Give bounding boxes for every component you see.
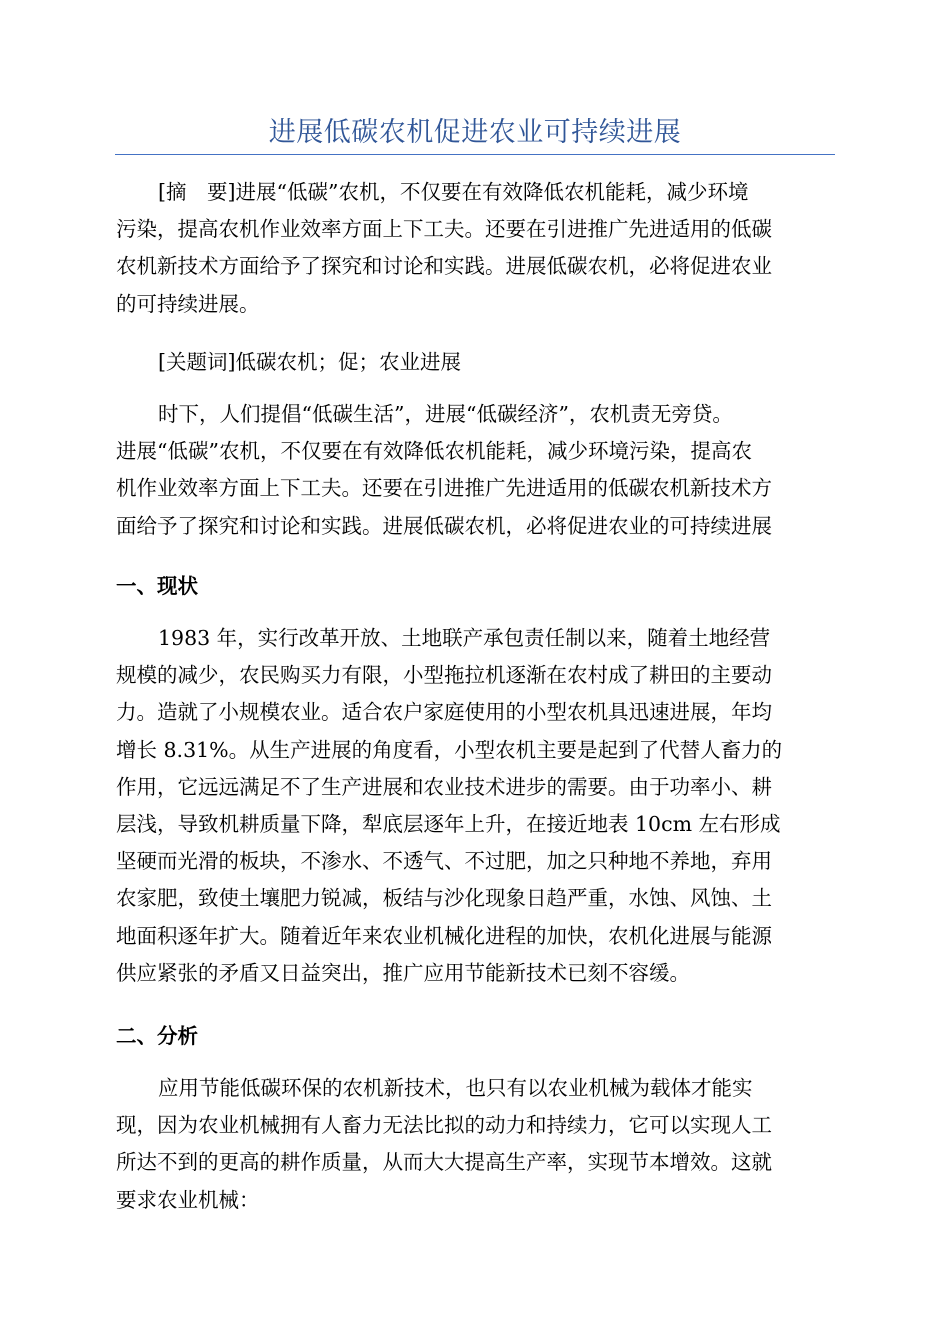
section2-line: 所达不到的更高的耕作质量，从而大大提高生产率，实现节本增效。这就 (116, 1150, 772, 1175)
keywords-paragraph (116, 344, 834, 381)
intro-line: 机作业效率方面上下工夫。还要在引进推广先进适用的低碳农机新技术方 (116, 476, 772, 501)
section1-line: 坚硬而光滑的板块，不渗水、不透气、不过肥，加之只种地不养地，弃用 (116, 849, 772, 874)
section1-line: 作用，它远远满足不了生产进展和农业技术进步的需要。由于功率小、耕 (116, 774, 772, 799)
intro-paragraph (116, 396, 834, 545)
intro-line: 进展“低碳”农机，不仅要在有效降低农机能耗，减少环境污染，提高农 (116, 439, 752, 464)
abstract-line: [摘 要]进展“低碳”农机，不仅要在有效降低农机能耗，减少环境 (158, 180, 749, 204)
section2-line: 现，因为农业机械拥有人畜力无法比拟的动力和持续力，它可以实现人工 (116, 1113, 772, 1138)
title-underline (115, 154, 835, 155)
section1-line: 供应紧张的矛盾又日益突出，推广应用节能新技术已刻不容缓。 (116, 960, 690, 985)
keywords-line: [关题词]低碳农机；促；农业进展 (158, 350, 461, 374)
document-title: 进展低碳农机促进农业可持续进展 (268, 117, 682, 148)
section2-paragraph (116, 1070, 834, 1219)
abstract-paragraph (116, 174, 834, 323)
abstract-line: 农机新技术方面给予了探究和讨论和实践。进展低碳农机，必将促进农业 (116, 254, 772, 279)
abstract-line: 的可持续进展。 (116, 291, 260, 316)
section1-line: 地面积逐年扩大。随着近年来农业机械化进程的加快，农机化进展与能源 (116, 923, 772, 948)
abstract-line: 污染，提高农机作业效率方面上下工夫。还要在引进推广先进适用的低碳 (116, 217, 772, 242)
section2-line: 应用节能低碳环保的农机新技术，也只有以农业机械为载体才能实 (158, 1076, 753, 1100)
section1-line: 力。造就了小规模农业。适合农户家庭使用的小型农机具迅速进展，年均 (116, 700, 772, 725)
section2-line: 要求农业机械： (116, 1187, 260, 1212)
section1-line: 增长 8.31%。从生产进展的角度看，小型农机主要是起到了代替人畜力的 (116, 737, 783, 762)
intro-line: 时下，人们提倡“低碳生活”，进展“低碳经济”，农机责无旁贷。 (158, 402, 733, 426)
intro-line: 面给予了探究和讨论和实践。进展低碳农机，必将促进农业的可持续进展 (116, 513, 772, 538)
section1-line: 农家肥，致使土壤肥力锐减，板结与沙化现象日趋严重，水蚀、风蚀、土 (116, 886, 772, 911)
section1-line: 规模的减少，农民购买力有限，小型拖拉机逐渐在农村成了耕田的主要动 (116, 663, 772, 688)
section-heading-status: 一、现状 (116, 574, 198, 598)
section1-line: 1983 年，实行改革开放、土地联产承包责任制以来，随着土地经营 (158, 626, 771, 650)
section-heading-analysis: 二、分析 (116, 1024, 198, 1048)
section1-paragraph (116, 620, 834, 992)
section1-line: 层浅，导致机耕质量下降，犁底层逐年上升，在接近地表 10cm 左右形成 (116, 811, 781, 836)
